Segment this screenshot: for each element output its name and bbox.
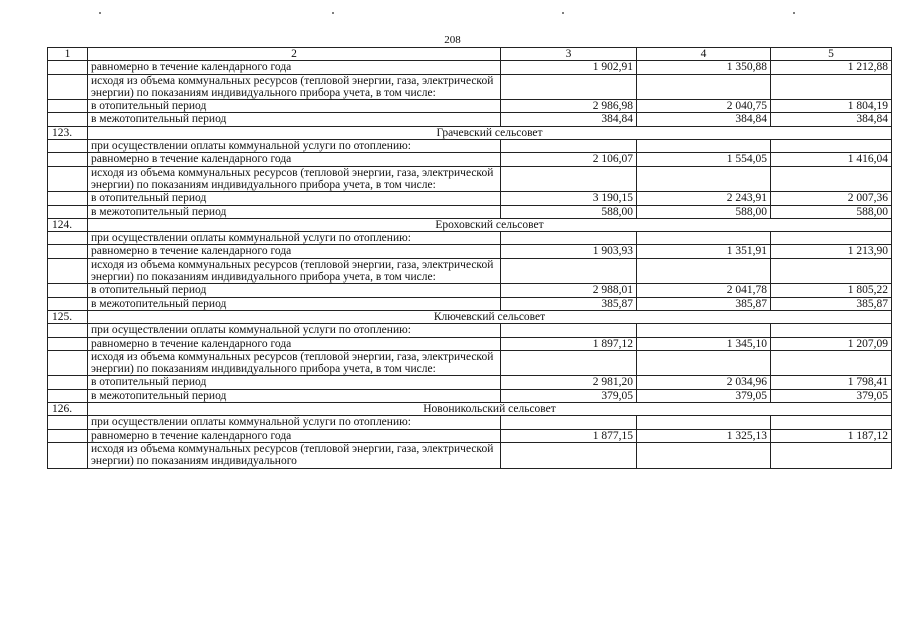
table-row [48,258,892,284]
table-row [48,74,892,100]
value-col-5: 385,87 [771,297,892,310]
row-index-cell [48,284,88,297]
value-col-3: 385,87 [501,297,637,310]
value-col-3 [501,416,637,429]
value-col-3 [501,350,637,376]
scan-speck [562,12,564,14]
row-index-cell [48,245,88,258]
value-col-4: 1 345,10 [637,337,771,350]
header-row [48,48,892,61]
row-index-cell [48,337,88,350]
row-label: исходя из объема коммунальных ресурсов (тепловой энергии, газа, электрической энергии) по показаниям индивидуального прибора учета, в том числе: [88,258,501,284]
value-col-4 [637,232,771,245]
value-col-3: 379,05 [501,389,637,402]
table-row [48,205,892,218]
value-col-5: 1 804,19 [771,100,892,113]
table-row [48,376,892,389]
table-body [48,48,892,469]
table-row [48,337,892,350]
value-col-4 [637,166,771,192]
row-index-cell [48,140,88,153]
row-label: при осуществлении оплаты коммунальной услуги по отоплению: [88,416,501,429]
value-col-3 [501,166,637,192]
value-col-3: 384,84 [501,113,637,126]
table-row [48,153,892,166]
value-col-4: 2 243,91 [637,192,771,205]
value-col-3: 588,00 [501,205,637,218]
scan-speck [793,12,795,14]
value-col-4: 2 041,78 [637,284,771,297]
row-label: в межотопительный период [88,113,501,126]
group-header-row [48,218,892,231]
page-number: 208 [444,34,461,46]
value-col-4: 1 351,91 [637,245,771,258]
row-label: при осуществлении оплаты коммунальной услуги по отоплению: [88,324,501,337]
row-label: равномерно в течение календарного года [88,337,501,350]
table-row [48,166,892,192]
header-cell-1: 1 [48,48,88,61]
group-name: Ероховский сельсовет [88,218,892,231]
row-index-cell [48,61,88,74]
row-label: исходя из объема коммунальных ресурсов (тепловой энергии, газа, электрической энергии) по показаниям индивидуального прибора учета, в том числе: [88,166,501,192]
value-col-3: 1 897,12 [501,337,637,350]
value-col-4: 1 554,05 [637,153,771,166]
value-col-5: 1 207,09 [771,337,892,350]
value-col-3 [501,140,637,153]
value-col-3 [501,74,637,100]
table-row [48,284,892,297]
row-label: при осуществлении оплаты коммунальной услуги по отоплению: [88,232,501,245]
group-name: Ключевский сельсовет [88,310,892,323]
value-col-4 [637,416,771,429]
value-col-5 [771,166,892,192]
value-col-5: 1 805,22 [771,284,892,297]
row-label: в межотопительный период [88,297,501,310]
row-index-cell [48,205,88,218]
row-label: исходя из объема коммунальных ресурсов (тепловой энергии, газа, электрической энергии) по показаниям индивидуального прибора учета, в том числе: [88,74,501,100]
value-col-4: 1 325,13 [637,429,771,442]
table-row [48,416,892,429]
header-cell-3: 3 [501,48,637,61]
row-index-cell [48,416,88,429]
value-col-4 [637,442,771,468]
group-name: Новоникольский сельсовет [88,403,892,416]
scan-speck [99,12,101,14]
table-row [48,100,892,113]
row-label: равномерно в течение календарного года [88,429,501,442]
value-col-5 [771,74,892,100]
row-index-cell [48,258,88,284]
group-header-row [48,403,892,416]
value-col-4 [637,350,771,376]
row-label: равномерно в течение календарного года [88,61,501,74]
row-index-cell [48,153,88,166]
row-label: исходя из объема коммунальных ресурсов (тепловой энергии, газа, электрической энергии) по показаниям индивидуального прибора учета, в том числе: [88,350,501,376]
value-col-3 [501,258,637,284]
row-label: при осуществлении оплаты коммунальной услуги по отоплению: [88,140,501,153]
value-col-4: 2 034,96 [637,376,771,389]
table-row [48,232,892,245]
row-index-cell [48,389,88,402]
table-row [48,140,892,153]
row-label: исходя из объема коммунальных ресурсов (тепловой энергии, газа, электрической энергии) по показаниям индивидуального [88,442,501,468]
value-col-4: 385,87 [637,297,771,310]
table-row [48,113,892,126]
row-label: равномерно в течение календарного года [88,153,501,166]
value-col-5: 1 798,41 [771,376,892,389]
value-col-5 [771,416,892,429]
group-name: Грачевский сельсовет [88,126,892,139]
value-col-3: 1 877,15 [501,429,637,442]
group-index: 126. [48,403,88,416]
scan-speck [332,12,334,14]
table-row [48,389,892,402]
row-label: в межотопительный период [88,389,501,402]
group-index: 123. [48,126,88,139]
value-col-3 [501,232,637,245]
row-index-cell [48,166,88,192]
group-header-row [48,310,892,323]
header-cell-4: 4 [637,48,771,61]
header-cell-5: 5 [771,48,892,61]
row-label: равномерно в течение календарного года [88,245,501,258]
value-col-4: 379,05 [637,389,771,402]
value-col-5: 1 187,12 [771,429,892,442]
value-col-5: 1 213,90 [771,245,892,258]
row-index-cell [48,74,88,100]
row-label: в межотопительный период [88,205,501,218]
table-row [48,192,892,205]
value-col-3: 1 903,93 [501,245,637,258]
value-col-5: 379,05 [771,389,892,402]
row-index-cell [48,100,88,113]
row-label: в отопительный период [88,192,501,205]
row-label: в отопительный период [88,100,501,113]
value-col-5: 1 416,04 [771,153,892,166]
value-col-5 [771,258,892,284]
table-row [48,245,892,258]
value-col-4 [637,140,771,153]
value-col-3: 2 106,07 [501,153,637,166]
table-row [48,429,892,442]
row-index-cell [48,376,88,389]
value-col-5 [771,232,892,245]
value-col-5 [771,324,892,337]
table-row [48,324,892,337]
value-col-3: 2 981,20 [501,376,637,389]
value-col-4: 588,00 [637,205,771,218]
table-row [48,61,892,74]
value-col-5: 384,84 [771,113,892,126]
value-col-5: 588,00 [771,205,892,218]
row-index-cell [48,350,88,376]
value-col-3: 2 988,01 [501,284,637,297]
group-index: 124. [48,218,88,231]
tariff-table [47,47,892,469]
value-col-5 [771,350,892,376]
value-col-4 [637,258,771,284]
header-cell-2: 2 [88,48,501,61]
row-index-cell [48,442,88,468]
group-header-row [48,126,892,139]
table-row [48,297,892,310]
table-row [48,350,892,376]
row-index-cell [48,113,88,126]
value-col-5: 1 212,88 [771,61,892,74]
value-col-4 [637,74,771,100]
value-col-4: 2 040,75 [637,100,771,113]
scan-specks [0,12,905,20]
value-col-3: 2 986,98 [501,100,637,113]
value-col-4: 384,84 [637,113,771,126]
value-col-3 [501,442,637,468]
table-row [48,442,892,468]
row-index-cell [48,192,88,205]
value-col-4: 1 350,88 [637,61,771,74]
row-label: в отопительный период [88,376,501,389]
value-col-5: 2 007,36 [771,192,892,205]
row-index-cell [48,297,88,310]
group-index: 125. [48,310,88,323]
row-index-cell [48,324,88,337]
row-label: в отопительный период [88,284,501,297]
value-col-3 [501,324,637,337]
value-col-3: 1 902,91 [501,61,637,74]
value-col-4 [637,324,771,337]
value-col-3: 3 190,15 [501,192,637,205]
value-col-5 [771,442,892,468]
row-index-cell [48,232,88,245]
value-col-5 [771,140,892,153]
row-index-cell [48,429,88,442]
